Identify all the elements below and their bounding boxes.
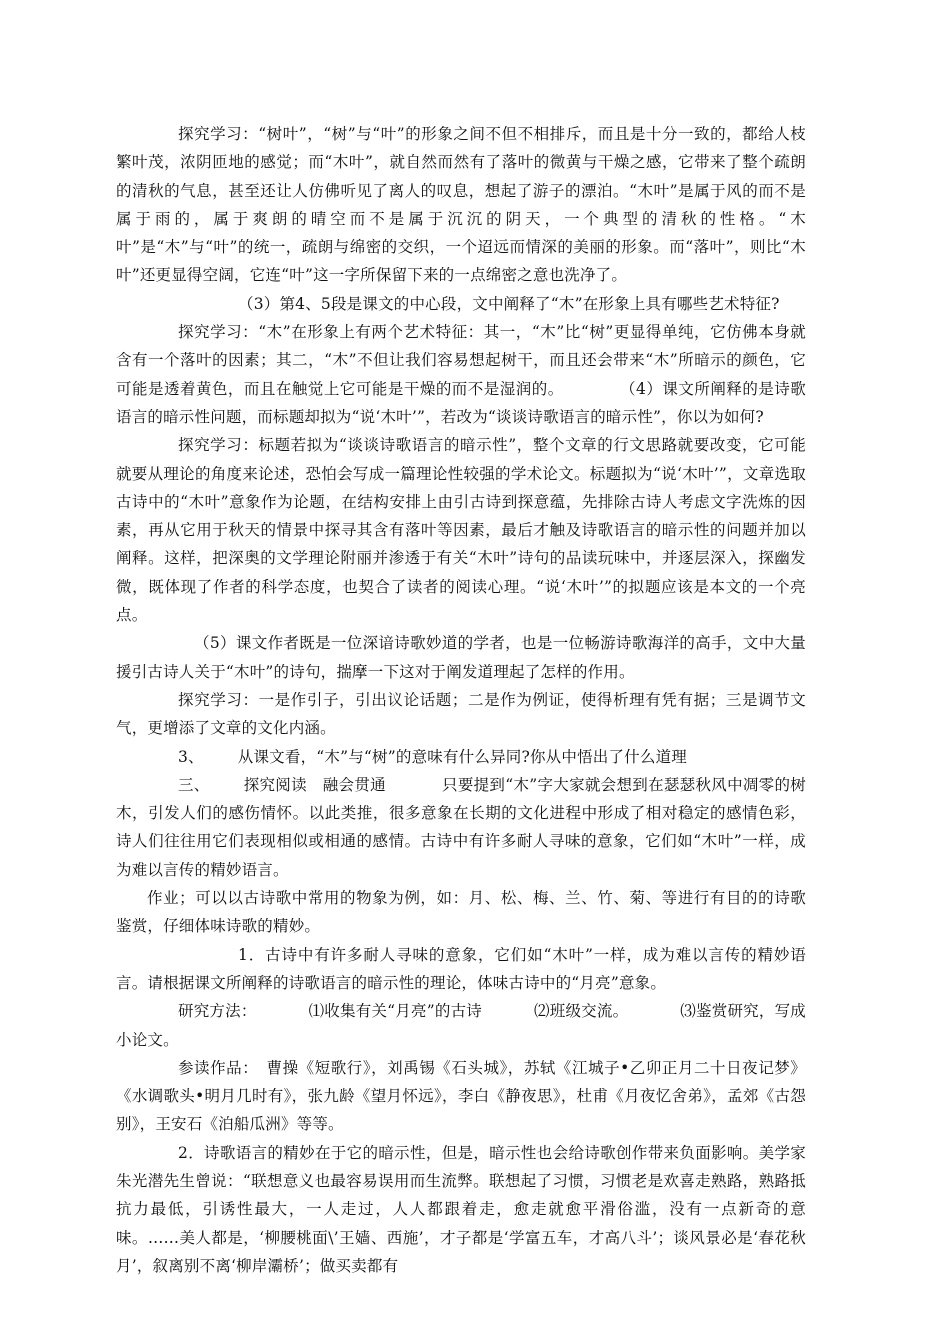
method-3: ⑶鉴赏研究，写成小论文。 — [116, 1002, 807, 1049]
paragraph-inquiry-quotes: 探究学习：一是作引子，引出议论话题；二是作为例证，使得析理有凭有据；三是调节文气，更增添了文章的文化内涵。 — [116, 690, 806, 738]
answer-3-text: 探究学习：“木”在形象上有两个艺术特征：其一，“木”比“树”更显得单纯，它仿佛本身就含有一个落叶的因素；其二，“木”不但让我们容易想起树干，而且还会带来“木”所暗示的颜色，它可能是透着黄色，而且在触觉上它可能是干燥的而不是湿润的。 — [116, 323, 806, 398]
task-1: 1．古诗中有许多耐人寻味的意象，它们如“木叶”一样，成为难以言传的精妙语言。请根据课文所阐释的诗歌语言的暗示性的理论，体味古诗中的“月亮”意象。 — [116, 945, 806, 992]
research-methods — [116, 997, 806, 1054]
paragraph-inquiry-title: 探究学习：标题若拟为“谈谈诗歌语言的暗示性”，整个文章的行文思路就要改变，它可能就要从理论的角度来论述，恐怕会写成一篇理论性较强的学术论文。标题拟为“说‘木叶’”，文章选取古诗中的“木叶”意象作为论题，在结构安排上由引古诗到探意蕴，先排除古诗人考虑文字洗炼的因素，再从它用于秋天的情景中探寻其含有落叶等因素，最后才触及诗歌语言的暗示性的问题并加以阐释。这样，把深奥的文学理论附丽并渗透于有关“木叶”诗句的品读玩味中，并逐层深入，探幽发微，既体现了作者的科学态度，也契合了读者的阅读心理。“说‘木叶’”的拟题应该是本文的一个亮点。 — [116, 436, 806, 625]
method-1: ⑴收集有关“月亮”的古诗 — [308, 1002, 482, 1021]
section-text: 只要提到“木”字大家就会想到在瑟瑟秋风中凋零的树木，引发人们的感伤情怀。以此类推，很多意象在长期的文化进程中形成了相对稳定的感情色彩，诗人们往往用它们表现相似或相通的感情。古诗中有许多耐人寻味的意象，它们如“木叶”一样，成为难以言传的精妙语言。 — [116, 775, 806, 879]
paragraph-inquiry-shuye: 探究学习：“树叶”，“树”与“叶”的形象之间不但不相排斥，而且是十分一致的，都给人枝繁叶茂，浓阴匝地的感觉；而“木叶”，就自然而然有了落叶的微黄与干燥之感，它带来了整个疏朗的清秋的气息，甚至还让人仿佛听见了离人的叹息，想起了游子的漂泊。“木叶”是属于风的而不是属于雨的，属于爽朗的晴空而不是属于沉沉的阴天，一个典型的清秋的性格。“木叶”是“木”与“叶”的统一，疏朗与绵密的交织，一个迢远而情深的美丽的形象。而“落叶”，则比“木叶”还更显得空阔，它连“叶”这一字所保留下来的一点绵密之意也洗净了。 — [116, 125, 806, 285]
task-2: 2．诗歌语言的精妙在于它的暗示性，但是，暗示性也会给诗歌创作带来负面影响。美学家朱光潜先生曾说：“联想意义也最容易误用而生流弊。联想起了习惯，习惯老是欢喜走熟路，熟路抵抗力最低，引诱性最大，一人走过，人人都跟着走，愈走就愈平滑俗滥，没有一点新奇的意味。……美人都是，‘柳腰桃面\’王嫱、西施’，才子都是‘学富五车，才高八斗’；谈风景必是‘春花秋月’，叙离别不离‘柳岸灞桥’；做买卖都有 — [116, 1143, 806, 1275]
reference-works: 参读作品： 曹操《短歌行》，刘禹锡《石头城》，苏轼《江城子•乙卯正月二十日夜记梦》《水调歌头•明月几时有》，张九龄《望月怀远》，李白《静夜思》，杜甫《月夜忆舍弟》，孟郊《古怨别》，王安石《泊船瓜洲》等等。 — [116, 1058, 806, 1134]
item-text: 从课文看，“木”与“树”的意味有什么异同?你从中悟出了什么道理 — [237, 747, 687, 766]
methods-label: 研究方法： — [178, 1002, 257, 1021]
section-heading: 探究阅读 融会贯通 — [243, 775, 386, 794]
question-5: （5）课文作者既是一位深谙诗歌妙道的学者，也是一位畅游诗歌海洋的高手，文中大量援引古诗人关于“木叶”的诗句，揣摩一下这对于阐发道理起了怎样的作用。 — [116, 634, 806, 681]
homework-paragraph: 作业；可以以古诗歌中常用的物象为例，如：月、松、梅、兰、竹、菊、等进行有目的的诗歌鉴赏，仔细体味诗歌的精妙。 — [116, 889, 806, 936]
section-number: 三、 — [178, 775, 210, 794]
item-number: 3、 — [178, 747, 204, 766]
section-three — [116, 771, 806, 884]
document-body — [116, 120, 806, 1280]
question-item-3 — [116, 743, 806, 771]
question-4: （4）课文所阐释的是诗歌语言的暗示性问题，而标题却拟为“说‘木叶’”，若改为“谈谈诗歌语言的暗示性”，你以为如何? — [116, 379, 807, 426]
paragraph-inquiry-mu — [116, 318, 806, 431]
method-2: ⑵班级交流。 — [534, 1002, 629, 1021]
question-3: （3）第4、5段是课文的中心段，文中阐释了“木”在形象上具有哪些艺术特征? — [238, 294, 780, 313]
